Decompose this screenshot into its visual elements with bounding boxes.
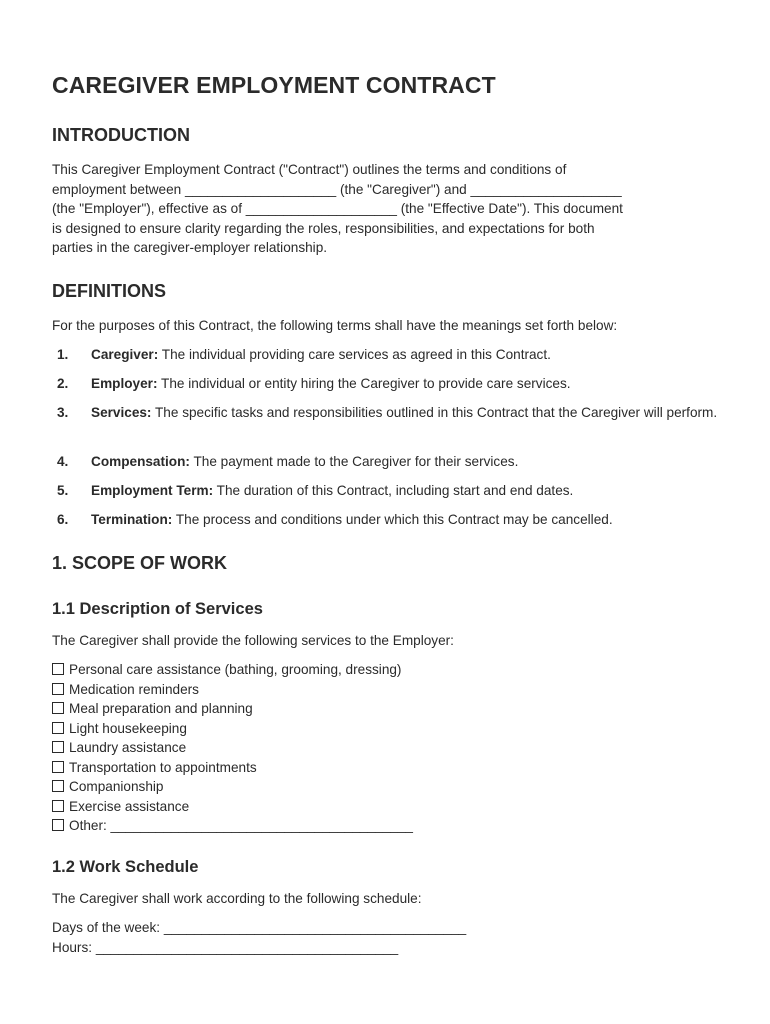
definition-text: The duration of this Contract, including start and end dates.	[213, 483, 574, 498]
services-intro: The Caregiver shall provide the following services to the Employer:	[52, 633, 454, 648]
days-of-week-field[interactable]: Days of the week: ________________________________________	[52, 920, 467, 935]
service-checkbox-exercise[interactable]	[52, 797, 189, 817]
definition-text: The process and conditions under which this Contract may be cancelled.	[172, 512, 613, 527]
definition-term: Employment Term:	[91, 483, 214, 498]
definition-item-services	[52, 403, 732, 423]
definitions-intro: For the purposes of this Contract, the following terms shall have the meanings set forth below:	[52, 318, 618, 333]
service-label: Other: ________________________________________	[69, 818, 413, 833]
definition-number: 3.	[57, 405, 69, 420]
checkbox-icon[interactable]	[52, 741, 64, 753]
intro-line-1: This Caregiver Employment Contract ("Contract") outlines the terms and conditions of	[52, 162, 567, 177]
definition-text: The specific tasks and responsibilities outlined in this Contract that the Caregiver will perform.	[151, 405, 718, 420]
definition-term: Caregiver:	[91, 347, 159, 362]
checkbox-icon[interactable]	[52, 702, 64, 714]
definition-number: 1.	[57, 347, 69, 362]
intro-line-4: is designed to ensure clarity regarding the roles, responsibilities, and expectations for both	[52, 221, 595, 236]
definition-text: The individual or entity hiring the Caregiver to provide care services.	[157, 376, 571, 391]
definition-item-termination	[52, 510, 732, 530]
intro-line-3: (the "Employer"), effective as of ____________________ (the "Effective Date"). This document	[52, 201, 623, 216]
definition-text: The payment made to the Caregiver for their services.	[189, 454, 519, 469]
service-label: Light housekeeping	[69, 721, 187, 736]
service-label: Transportation to appointments	[69, 760, 257, 775]
definition-number: 5.	[57, 483, 69, 498]
service-checkbox-personal-care[interactable]	[52, 660, 401, 680]
service-checkbox-housekeeping[interactable]	[52, 719, 187, 739]
document-title: CAREGIVER EMPLOYMENT CONTRACT	[52, 72, 496, 98]
service-label: Exercise assistance	[69, 799, 190, 814]
definition-number: 4.	[57, 454, 69, 469]
checkbox-icon[interactable]	[52, 663, 64, 675]
intro-line-2: employment between ____________________ (the "Caregiver") and ____________________	[52, 182, 622, 197]
checkbox-icon[interactable]	[52, 780, 64, 792]
intro-line-5: parties in the caregiver-employer relationship.	[52, 240, 328, 255]
checkbox-icon[interactable]	[52, 800, 64, 812]
service-checkbox-transportation[interactable]	[52, 758, 257, 778]
services-heading: 1.1 Description of Services	[52, 600, 263, 618]
schedule-heading: 1.2 Work Schedule	[52, 858, 199, 876]
definition-term: Compensation:	[91, 454, 190, 469]
introduction-heading: INTRODUCTION	[52, 125, 190, 145]
service-label: Personal care assistance (bathing, grooming, dressing)	[69, 662, 402, 677]
definitions-heading: DEFINITIONS	[52, 281, 167, 301]
service-label: Meal preparation and planning	[69, 701, 253, 716]
hours-field[interactable]: Hours: ________________________________________	[52, 940, 399, 955]
checkbox-icon[interactable]	[52, 683, 64, 695]
definition-item-employment-term	[52, 481, 732, 501]
definition-text: The individual providing care services as agreed in this Contract.	[158, 347, 551, 362]
definition-item-caregiver	[52, 345, 732, 365]
service-label: Medication reminders	[69, 682, 199, 697]
scope-heading: 1. SCOPE OF WORK	[52, 553, 228, 573]
service-checkbox-companionship[interactable]	[52, 777, 163, 797]
checkbox-icon[interactable]	[52, 722, 64, 734]
definition-term: Termination:	[91, 512, 173, 527]
service-checkbox-laundry[interactable]	[52, 738, 186, 758]
definition-term: Employer:	[91, 376, 158, 391]
definition-item-compensation	[52, 452, 732, 472]
service-label: Laundry assistance	[69, 740, 187, 755]
definition-item-employer	[52, 374, 732, 394]
service-checkbox-other[interactable]	[52, 816, 413, 836]
schedule-intro: The Caregiver shall work according to the following schedule:	[52, 891, 422, 906]
checkbox-icon[interactable]	[52, 819, 64, 831]
definition-term: Services:	[91, 405, 152, 420]
definition-number: 6.	[57, 512, 69, 527]
definition-number: 2.	[57, 376, 69, 391]
service-checkbox-meal-prep[interactable]	[52, 699, 253, 719]
checkbox-icon[interactable]	[52, 761, 64, 773]
service-label: Companionship	[69, 779, 164, 794]
service-checkbox-medication[interactable]	[52, 680, 199, 700]
